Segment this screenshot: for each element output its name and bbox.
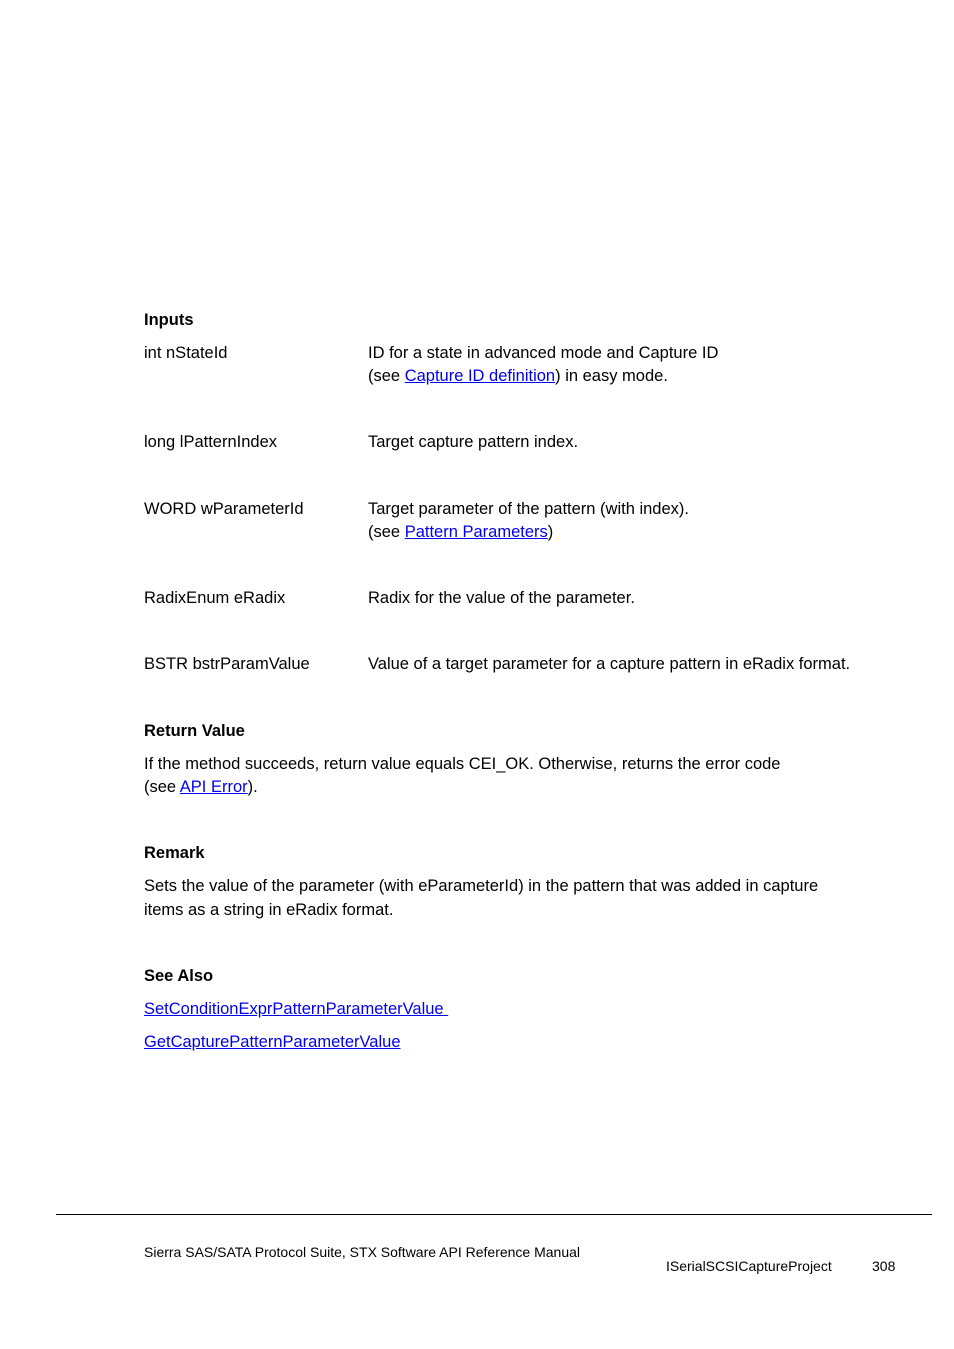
remark-heading: Remark [144,844,205,862]
param-desc-eradix: Radix for the value of the parameter. [368,589,635,607]
pattern-parameters-link[interactable]: Pattern Parameters [404,523,548,541]
remark-line2: items as a string in eRadix format. [144,901,394,919]
param-desc-bstrparamvalue: Value of a target parameter for a capture pattern in eRadix format. [368,655,851,673]
see-also-item [144,1031,401,1054]
see-also-item [144,998,448,1021]
capture-id-definition-link[interactable]: Capture ID definition [404,367,556,385]
footer-page-number: 308 [872,1258,896,1274]
return-value-line1: If the method succeeds, return value equals CEI_OK. Otherwise, returns the error code [144,755,781,773]
param-name-nstateid: int nStateId [144,344,228,362]
param-name-lpatternindex: long lPatternIndex [144,433,278,451]
api-error-link[interactable]: API Error [179,778,248,796]
see-prefix: (see [368,523,405,541]
see-suffix: ). [247,778,258,796]
return-value-line2 [144,776,258,799]
return-value-heading: Return Value [144,722,245,740]
see-suffix: ) in easy mode. [555,367,668,385]
param-name-eradix: RadixEnum eRadix [144,589,286,607]
param-name-bstrparamvalue: BSTR bstrParamValue [144,655,310,673]
param-name-wparameterid: WORD wParameterId [144,500,304,518]
set-condition-expr-pattern-parameter-value-link[interactable]: SetConditionExprPatternParameterValue [144,1000,449,1018]
param-desc-lpatternindex: Target capture pattern index. [368,433,579,451]
see-also-heading: See Also [144,967,214,985]
see-prefix: (see [368,367,405,385]
see-prefix: (see [144,778,180,796]
footer-divider [56,1214,932,1215]
footer-manual-title: Sierra SAS/SATA Protocol Suite, STX Software API Reference Manual [144,1244,581,1260]
get-capture-pattern-parameter-value-link[interactable]: GetCapturePatternParameterValue [144,1033,401,1051]
footer-section: ISerialSCSICaptureProject [666,1258,832,1274]
param-desc-nstateid-line2 [368,365,668,388]
param-desc-nstateid: ID for a state in advanced mode and Capture ID [368,344,719,362]
inputs-heading: Inputs [144,311,194,329]
remark-line1: Sets the value of the parameter (with eParameterId) in the pattern that was added in capture [144,877,819,895]
param-desc-wparameterid: Target parameter of the pattern (with index). [368,500,689,518]
param-desc-wparameterid-line2 [368,521,553,544]
see-suffix: ) [547,523,554,541]
